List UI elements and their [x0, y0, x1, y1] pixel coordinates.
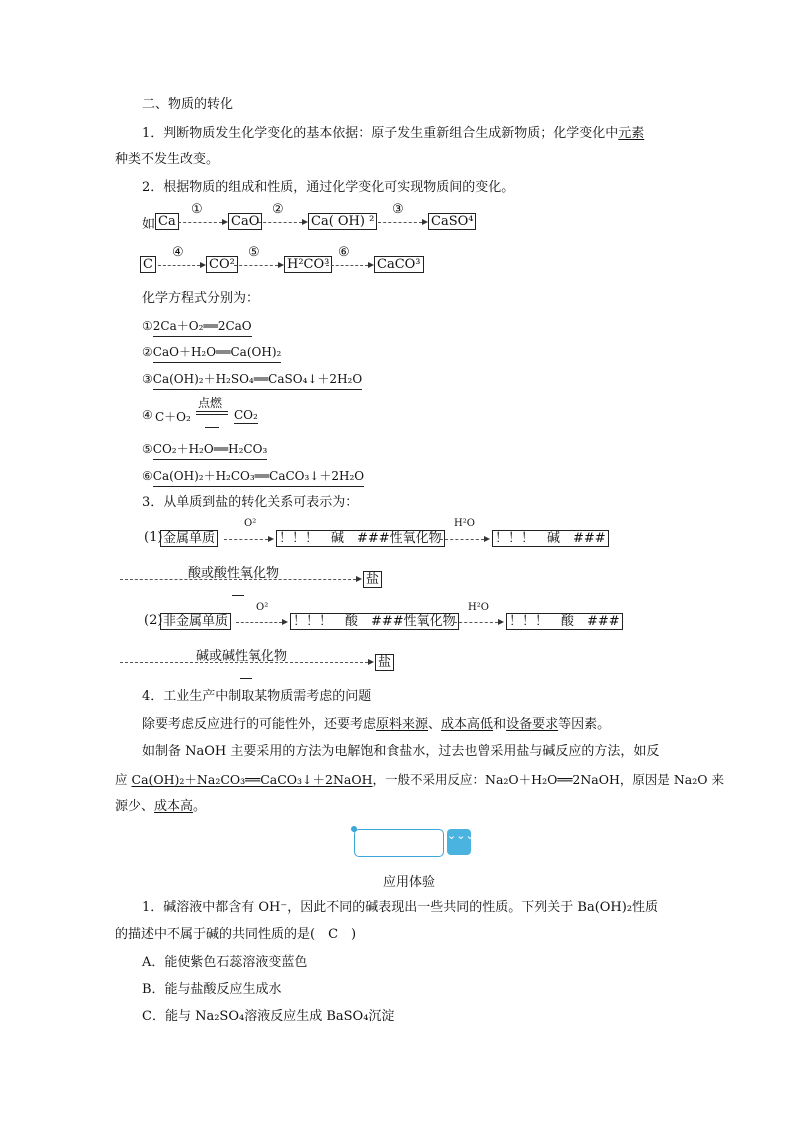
eq-line [205, 427, 219, 428]
paragraph-2: 2．根据物质的组成和性质，通过化学变化可实现物质间的变化。 [142, 180, 515, 195]
step-label: ③ [392, 202, 404, 217]
chain1-item: Ca [155, 213, 179, 230]
arrow-line [236, 622, 282, 623]
option-b: B．能与盐酸反应生成水 [142, 982, 282, 997]
paragraph-6-line3: 源少、成本高。 [115, 799, 207, 814]
flow-step: O² [244, 518, 257, 529]
step-label: ⑥ [338, 245, 350, 260]
arrow-line [258, 222, 302, 223]
flow-start: 非金属单质 [160, 613, 231, 630]
arrow-line [234, 265, 278, 266]
flow-box: ！！！ 碱 ###性氧化物 [276, 530, 445, 547]
equation-6: ⑥Ca(OH)₂＋H₂CO₃══CaCO₃↓＋2H₂O [142, 467, 364, 487]
equations-intro: 化学方程式分别为： [142, 291, 260, 306]
option-c: C．能与 Na₂SO₄溶液反应生成 BaSO₄沉淀 [142, 1009, 395, 1024]
flow-row2-label: 酸或酸性氧化物 [188, 566, 280, 581]
chain1-item: CaSO⁴ [428, 213, 476, 230]
flow-step: H²O [454, 518, 475, 529]
arrow-line [120, 579, 356, 580]
chain2-item: H²CO³ [284, 256, 332, 273]
arrow-head-icon [498, 619, 504, 625]
chain2-item: CaCO³ [374, 256, 424, 273]
flow-step: O² [256, 602, 269, 613]
arrow-line [178, 222, 222, 223]
arrow-head-icon [268, 536, 274, 542]
arrow-line [326, 265, 368, 266]
eq-line [196, 414, 228, 415]
equation-num: ④ [142, 408, 153, 422]
chain-prefix: 如 [142, 217, 156, 232]
step-label: ⑤ [248, 245, 260, 260]
arrow-line [454, 622, 498, 623]
reaction-condition: 点燃 [198, 396, 223, 410]
arrow-line [158, 265, 200, 266]
flow-box: ！！！ 酸 ### [506, 613, 623, 630]
flow-box: ！！！ 酸 ###性氧化物 [290, 613, 459, 630]
question-1-line2: 的描述中不属于碱的共同性质的是( C ) [115, 927, 357, 942]
step-label: ① [191, 202, 203, 217]
chain1-item: CaO [228, 213, 262, 230]
question-1-line1: 1．碱溶液中都含有 OH⁻，因此不同的碱表现出一些共同的性质。下列关于 Ba(OH)₂性质 [142, 900, 659, 915]
chain2-item: C [140, 256, 156, 273]
equation-5: ⑤CO₂＋H₂O══H₂CO₃ [142, 440, 267, 460]
flow-end: 盐 [363, 571, 382, 588]
step-label: ④ [172, 245, 184, 260]
subheading: 应用体验 [383, 875, 436, 890]
paragraph-3: 3．从单质到盐的转化关系可表示为： [142, 495, 359, 510]
chain2-item: CO² [206, 256, 238, 273]
paragraph-5: 除要考虑反应进行的可能性外，还要考虑原料来源、成本高低和设备要求等因素。 [142, 717, 611, 732]
paragraph-1-cont: 种类不发生改变。 [115, 152, 220, 167]
arrow-head-icon [356, 576, 362, 582]
paragraph-6: 如制备 NaOH 主要采用的方法为电解饱和食盐水，过去也曾采用盐与碱反应的方法，如反 [142, 744, 660, 759]
eq-line [240, 678, 252, 679]
section-banner [354, 829, 444, 857]
equation-2: ②CaO＋H₂O══Ca(OH)₂ [142, 343, 281, 363]
keyword-element: 元素 [618, 126, 645, 141]
arrow-head-icon [484, 536, 490, 542]
eq-line [232, 595, 244, 596]
flow-row2-label: 碱或碱性氧化物 [196, 649, 288, 664]
arrow-head-icon [368, 659, 374, 665]
equation-1: ①2Ca＋O₂══2CaO [142, 317, 252, 337]
arrow-line [440, 539, 484, 540]
flow-end: 盐 [375, 654, 394, 671]
eq-line [196, 411, 228, 412]
flow-box: ！！！ 碱 ### [492, 530, 609, 547]
equation-left: C＋O₂ [155, 410, 191, 424]
equation-right: CO₂ [234, 408, 258, 422]
paragraph-4: 4．工业生产中制取某物质需考虑的问题 [142, 689, 372, 704]
flow-step: H²O [468, 602, 489, 613]
flow-label: (2) [144, 613, 163, 628]
arrow-line [224, 539, 268, 540]
option-a: A．能使紫色石蕊溶液变蓝色 [142, 955, 308, 970]
equation-3: ③Ca(OH)₂＋H₂SO₄══CaSO₄↓＋2H₂O [142, 370, 362, 390]
section-title: 二、物质的转化 [142, 97, 234, 112]
arrow-line [120, 662, 368, 663]
paragraph-6-line2: 应 Ca(OH)₂＋Na₂CO₃══CaCO₃↓＋2NaOH，一般不采用反应：Na₂O＋H₂O══2NaOH，原因是 Na₂O 来 [115, 772, 724, 787]
flow-start: 金属单质 [160, 530, 218, 547]
arrow-line [378, 222, 422, 223]
chain1-item: Ca( OH) ² [308, 213, 377, 230]
arrow-head-icon [282, 619, 288, 625]
paragraph-1: 1．判断物质发生化学变化的基本依据：原子发生重新组合生成新物质；化学变化中元素 [142, 126, 645, 141]
step-label: ② [272, 202, 284, 217]
flow-label: (1) [144, 530, 163, 545]
chevron-down-icon: ⌄⌄⌄ [447, 829, 471, 855]
